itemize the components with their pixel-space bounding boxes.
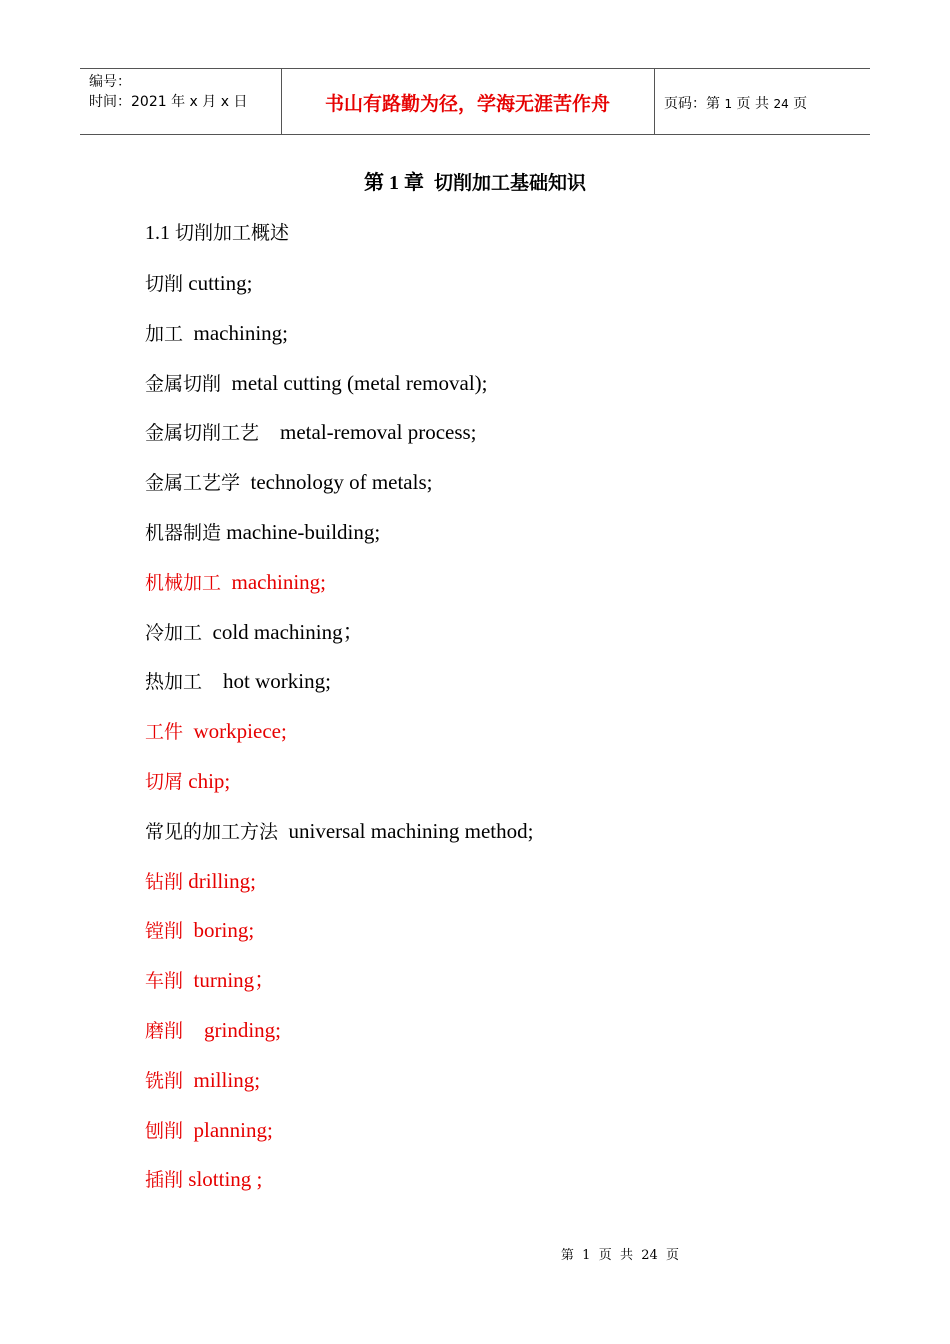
term-chinese: 切削 [145,273,184,295]
term-english: hot working; [202,669,331,694]
chapter-name: 切削加工基础知识 [433,172,586,194]
page-header [80,68,870,135]
chapter-number: 第 1 章 [363,172,424,194]
section-number: 1.1 [145,222,170,244]
term-chinese: 冷加工 [145,621,203,644]
section-name: 切削加工概述 [175,222,290,244]
term-english: cold machining； [202,619,364,644]
header-motto: 书山有路勤为径，学海无涯苦作舟 [324,93,610,115]
glossary-entry [145,567,533,617]
time-label: 时间：2021 年 x 月 x 日 [89,94,248,110]
term-english: boring; [183,918,255,943]
term-english: turning； [183,968,276,993]
term-chinese: 切屑 [145,770,184,793]
term-chinese: 金属工艺学 [145,472,241,495]
term-english: technology of metals; [240,470,433,495]
glossary-entry [145,915,533,965]
glossary-entry [145,1164,533,1214]
term-english: metal cutting (metal removal); [221,370,488,395]
term-chinese: 刨削 [145,1119,184,1142]
term-english: milling; [183,1067,261,1092]
term-chinese: 加工 [145,322,184,345]
term-chinese: 磨削 [145,1019,184,1042]
term-chinese: 插削 [145,1169,184,1192]
term-english: machining; [183,320,288,345]
header-page-number [664,94,807,114]
glossary-entry [145,617,533,667]
term-english: slotting ; [183,1167,263,1192]
glossary-entry [145,816,533,866]
section-title [145,218,289,248]
term-chinese: 铣削 [145,1069,184,1092]
glossary-entry [145,517,533,567]
glossary-entry [145,866,533,916]
term-english: machining; [221,569,326,594]
term-english: metal-removal process; [259,420,477,445]
term-chinese: 金属切削工艺 [145,422,260,445]
term-chinese: 常见的加工方法 [145,820,279,843]
term-chinese: 工件 [145,721,184,744]
term-english: drilling; [183,868,256,893]
term-chinese: 钻削 [145,870,184,893]
term-english: planning; [183,1117,273,1142]
header-meta [89,72,247,112]
term-chinese: 机器制造 [145,521,222,544]
chapter-title [0,168,950,198]
term-english: workpiece; [183,719,287,744]
term-chinese: 机械加工 [145,571,222,594]
glossary-entry [145,766,533,816]
page-label-suffix: 页 [788,96,808,112]
term-english: cutting; [183,271,253,295]
term-chinese: 金属切削 [145,372,222,395]
term-chinese: 镗削 [145,920,184,943]
glossary-entry [145,1115,533,1165]
page-total: 24 [773,97,789,111]
glossary-entry [145,368,533,418]
glossary-entry [145,268,533,318]
term-english: machine-building; [221,519,381,544]
glossary-entry [145,965,533,1015]
term-chinese: 车削 [145,970,184,993]
glossary-entry [145,467,533,517]
header-divider-right [654,69,655,134]
term-english: grinding; [183,1017,282,1042]
serial-label: 编号： [89,74,131,90]
term-english: universal machining method; [278,818,534,843]
glossary-entry [145,1015,533,1065]
page-label-mid: 页 共 [732,96,774,112]
glossary-entry [145,716,533,766]
term-chinese: 热加工 [145,671,203,694]
glossary-entry [145,666,533,716]
page-label-prefix: 页码：第 [664,96,725,112]
page-footer: 第 1 页 共 24 页 [560,1248,680,1263]
glossary-entry [145,318,533,368]
glossary-list [145,268,533,1214]
glossary-entry [145,1065,533,1115]
term-english: chip; [183,768,231,793]
page-current: 1 [724,97,733,111]
glossary-entry [145,417,533,467]
